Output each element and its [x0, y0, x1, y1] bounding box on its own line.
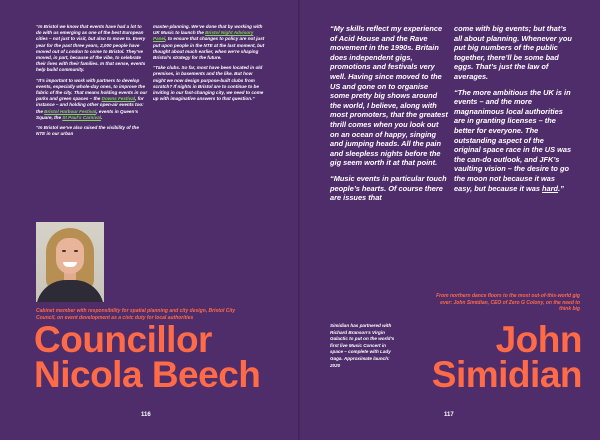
left-col1-paragraph-1: “In Bristol we know that events have had a lot to do with us emerging as one of the best European cities – not just to visit, but also to move to. Every year for the past three years, 2,000 people have moved out of London to come to Bristol. They’ve moved, in part, because of the vibe, to celebrate their lives with their families. In that sense, events help build community.	[36, 24, 146, 73]
page-number-left: 116	[141, 412, 151, 418]
left-col2-paragraph-1	[153, 24, 265, 61]
right-quote-column-1	[330, 24, 448, 209]
left-caption: Cabinet member with responsibility for spatial planning and city design, Bristol City Council, on event development as a civic duty for local authorities	[36, 308, 236, 321]
left-col1-paragraph-3: “In Bristol we’ve also raised the visibility of the NTE in our urban	[36, 125, 139, 137]
right-caption: From northern dance floors to the most out-of-this-world gig ever: John Simidian, CEO of Zero G Colony, on the need to think big	[436, 293, 580, 312]
left-col2-paragraph-2: “Take clubs. So far, most have been located in old premises, in basements and the like. But how might we now design purpose-built clubs from scratch? If nights in Bristol are to continue to be inviting in our fast-changing city, we need to come up with imaginative answers to that question.”	[153, 65, 264, 102]
photo-face	[56, 238, 84, 274]
name-line-1: Councillor	[34, 319, 212, 360]
left-column-1	[36, 24, 148, 141]
right-name-heading	[382, 319, 582, 395]
left-name-heading	[34, 319, 294, 395]
name-line-1: John	[495, 319, 582, 360]
sidebar-note: Simidian has partnered with Richard Branson’s Virgin Galactic to put on the world’s first live Music Concert in space – complete with Lady Gaga. Approximate launch: 2020	[330, 323, 395, 368]
right-col2-paragraph-1: come with big events; but that’s all about planning. Whenever you put big numbers of the public together, there’ll be some bad eggs. That’s just the law of averages.	[454, 24, 572, 81]
text-run: “It’s important to work with partners to develop events, especially whole-day ones, to improve the fabric of the city. That means holding events in our parks and green spaces – the	[36, 77, 148, 102]
right-quote-column-2	[454, 24, 572, 199]
page-number-right: 117	[444, 412, 454, 418]
text-run: “The more ambitious the UK is in events – and the more magnanimous local authorities are in granting licenses – the better for everyone. The outstanding aspect of the original space race in the US was the can-do outlook, and JFK’s vaulting vision – the desire to go the moon not because it was easy, but because it was	[454, 87, 572, 193]
st-pauls-carnival-link[interactable]: St Paul’s Carnival	[62, 114, 102, 120]
text-run: master-planning. We’ve done that by working with UK Music to launch the	[153, 24, 263, 36]
text-run: , for instance – and holding other open-air events too: the	[36, 96, 144, 114]
text-run: , to ensure that changes to policy are not just put upon people in the NTE at the last moment, but thought about much earlier, when we’re shaping Bristol’s strategy for the future.	[153, 36, 265, 61]
right-page	[300, 0, 600, 440]
text-run: .	[101, 114, 103, 120]
right-col2-paragraph-2	[454, 88, 572, 194]
left-col1-paragraph-2	[36, 78, 148, 121]
name-line-2: Nicola Beech	[34, 354, 261, 395]
text-run: , events in Queen’s Square, the	[36, 108, 139, 120]
name-line-2: Simidian	[431, 354, 582, 395]
text-run: .”	[558, 183, 564, 193]
emphasis-hard: hard	[542, 183, 559, 193]
bristol-harbour-festival-link[interactable]: Bristol Harbour Festival	[44, 108, 97, 114]
photo-eye-left	[62, 250, 66, 252]
right-col1-paragraph-2: “Music events in particular touch people’s hearts. Of course there are issues that	[330, 173, 447, 203]
bristol-night-advisory-panel-link[interactable]: Bristol Night Advisory Panel	[153, 30, 254, 42]
downs-festival-link[interactable]: Downs Festival	[101, 96, 136, 102]
photo-eye-right	[74, 250, 78, 252]
left-column-2	[153, 24, 265, 106]
portrait-photo	[36, 222, 104, 302]
right-col1-paragraph-1: “My skills reflect my experience of Acid House and the Rave movement in the 1990s. Britain does independent gigs, promotions and festivals very well. Having since moved to the US and gone on to organise some pretty big shows around the world, I believe, along with most promoters, that the greatest thrill comes when you look out on an ocean of happy, singing and jumping heads. All the pain and sleepless nights before the gig seem worth it at that point.	[330, 24, 448, 168]
